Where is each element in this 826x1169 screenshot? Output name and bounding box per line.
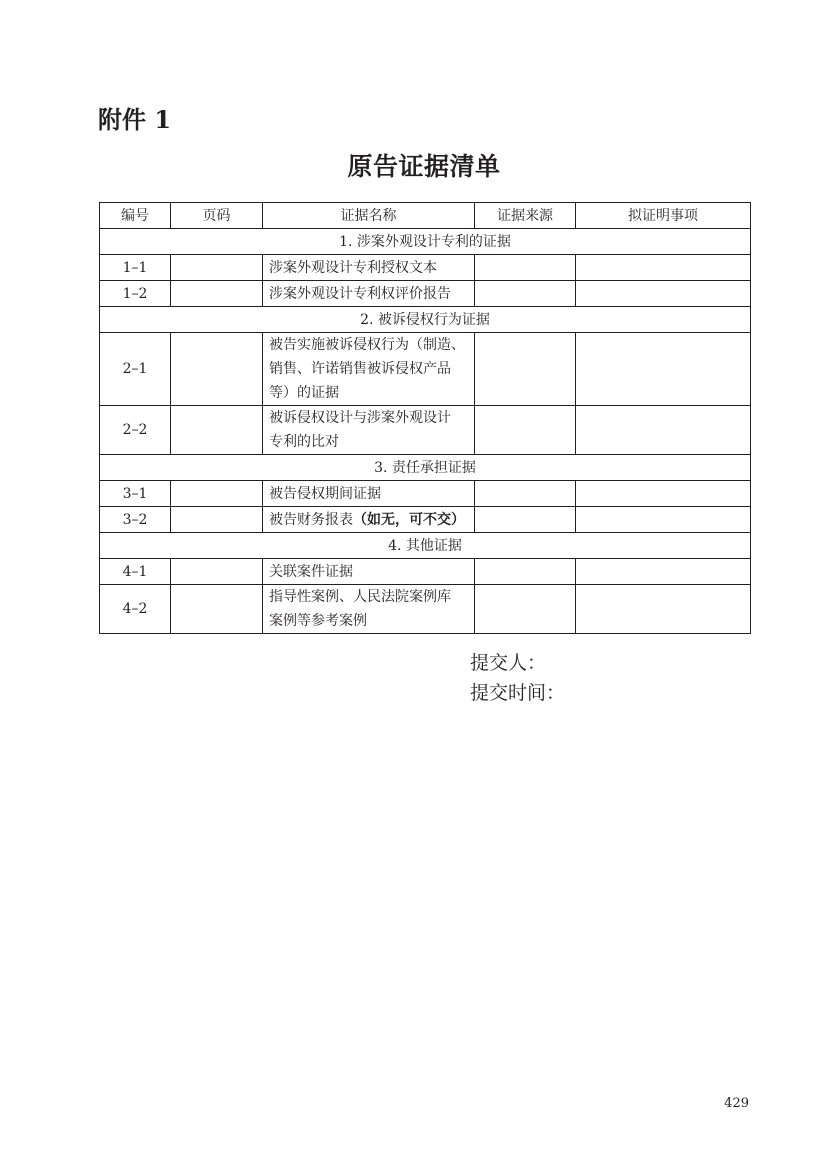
facts-to-prove-cell	[576, 481, 751, 507]
evidence-name-text: 涉案外观设计专利权评价报告	[269, 285, 451, 302]
section-heading-row	[100, 455, 751, 481]
evidence-number: 1–1	[122, 259, 148, 276]
facts-to-prove-cell	[576, 585, 751, 634]
evidence-name-line	[269, 357, 468, 381]
evidence-source-cell	[475, 507, 576, 533]
evidence-source-cell	[475, 585, 576, 634]
section-heading-row	[100, 229, 751, 255]
header-evidence-name: 证据名称	[263, 203, 475, 229]
evidence-name-line	[269, 560, 468, 584]
header-number: 编号	[100, 203, 171, 229]
evidence-source-cell	[475, 481, 576, 507]
section-heading: 4. 其他证据	[100, 533, 751, 559]
page-cell	[171, 333, 263, 406]
page-cell	[171, 559, 263, 585]
table-row	[100, 255, 751, 281]
evidence-name-text: 等）的证据	[269, 385, 339, 401]
header-facts-to-prove: 拟证明事项	[576, 203, 751, 229]
page-cell	[171, 281, 263, 307]
evidence-name-text: 关联案件证据	[269, 563, 353, 580]
evidence-source-cell	[475, 281, 576, 307]
evidence-name-line	[269, 381, 468, 405]
evidence-number-cell	[100, 406, 171, 455]
evidence-number-cell	[100, 585, 171, 634]
facts-to-prove-cell	[576, 333, 751, 406]
evidence-number: 2–2	[122, 422, 148, 438]
evidence-number-cell	[100, 507, 171, 533]
evidence-name-line	[269, 406, 468, 430]
evidence-number-cell	[100, 559, 171, 585]
evidence-number-cell	[100, 333, 171, 406]
submitter-label: 提交人：	[470, 652, 547, 674]
section-heading: 1. 涉案外观设计专利的证据	[100, 229, 751, 255]
evidence-name-cell	[263, 281, 475, 307]
page-cell	[171, 406, 263, 455]
header-page: 页码	[171, 203, 263, 229]
evidence-name-cell	[263, 507, 475, 533]
submit-time-label: 提交时间：	[470, 682, 566, 704]
evidence-name-cell	[263, 481, 475, 507]
evidence-number-cell	[100, 281, 171, 307]
facts-to-prove-cell	[576, 255, 751, 281]
facts-to-prove-cell	[576, 406, 751, 455]
evidence-number: 3–2	[122, 511, 148, 528]
evidence-name-text: 专利的比对	[269, 434, 339, 450]
facts-to-prove-cell	[576, 559, 751, 585]
page-cell	[171, 255, 263, 281]
facts-to-prove-cell	[576, 281, 751, 307]
page-cell	[171, 507, 263, 533]
section-heading-row	[100, 533, 751, 559]
section-heading: 2. 被诉侵权行为证据	[100, 307, 751, 333]
evidence-name-cell	[263, 406, 475, 455]
evidence-name-text: 被告财务报表	[269, 511, 353, 528]
section-heading: 3. 责任承担证据	[100, 455, 751, 481]
evidence-name-cell	[263, 333, 475, 406]
evidence-number-cell	[100, 481, 171, 507]
table-body	[100, 229, 751, 634]
header-evidence-source: 证据来源	[475, 203, 576, 229]
evidence-source-cell	[475, 333, 576, 406]
page-cell	[171, 481, 263, 507]
evidence-number: 4–2	[122, 601, 148, 617]
table-row	[100, 281, 751, 307]
evidence-name-line	[269, 482, 468, 506]
evidence-source-cell	[475, 255, 576, 281]
evidence-number: 3–1	[122, 485, 148, 502]
evidence-name-line	[269, 585, 468, 609]
table-row	[100, 333, 751, 406]
table-row	[100, 585, 751, 634]
evidence-name-cell	[263, 255, 475, 281]
facts-to-prove-cell	[576, 507, 751, 533]
evidence-name-cell	[263, 585, 475, 634]
section-heading-row	[100, 307, 751, 333]
evidence-name-line	[269, 282, 468, 306]
document-title: 原告证据清单	[347, 152, 501, 181]
evidence-name-line	[269, 430, 468, 454]
evidence-table	[99, 202, 751, 634]
table-row	[100, 406, 751, 455]
evidence-name-line	[269, 508, 468, 532]
evidence-source-cell	[475, 406, 576, 455]
evidence-number-cell	[100, 255, 171, 281]
evidence-number: 2–1	[122, 361, 148, 377]
evidence-name-line	[269, 256, 468, 280]
table-row	[100, 507, 751, 533]
evidence-source-cell	[475, 559, 576, 585]
evidence-number: 1–2	[122, 285, 148, 302]
evidence-name-cell	[263, 559, 475, 585]
evidence-name-note: （如无，可不交）	[353, 511, 465, 528]
evidence-name-text: 被告侵权期间证据	[269, 485, 381, 502]
table-row	[100, 559, 751, 585]
evidence-name-text: 指导性案例、人民法院案例库	[269, 589, 451, 605]
table-row	[100, 481, 751, 507]
evidence-name-line	[269, 333, 468, 357]
table-header-row	[100, 203, 751, 229]
evidence-number: 4–1	[122, 563, 148, 580]
evidence-name-line	[269, 609, 468, 633]
page-number: 429	[724, 1096, 749, 1111]
attachment-label: 附件 1	[98, 105, 172, 134]
evidence-name-text: 涉案外观设计专利授权文本	[269, 259, 437, 276]
evidence-name-text: 被诉侵权设计与涉案外观设计	[269, 410, 451, 426]
page-cell	[171, 585, 263, 634]
evidence-name-text: 被告实施被诉侵权行为（制造、	[269, 337, 465, 353]
evidence-name-text: 案例等参考案例	[269, 613, 367, 629]
evidence-name-text: 销售、许诺销售被诉侵权产品	[269, 361, 451, 377]
